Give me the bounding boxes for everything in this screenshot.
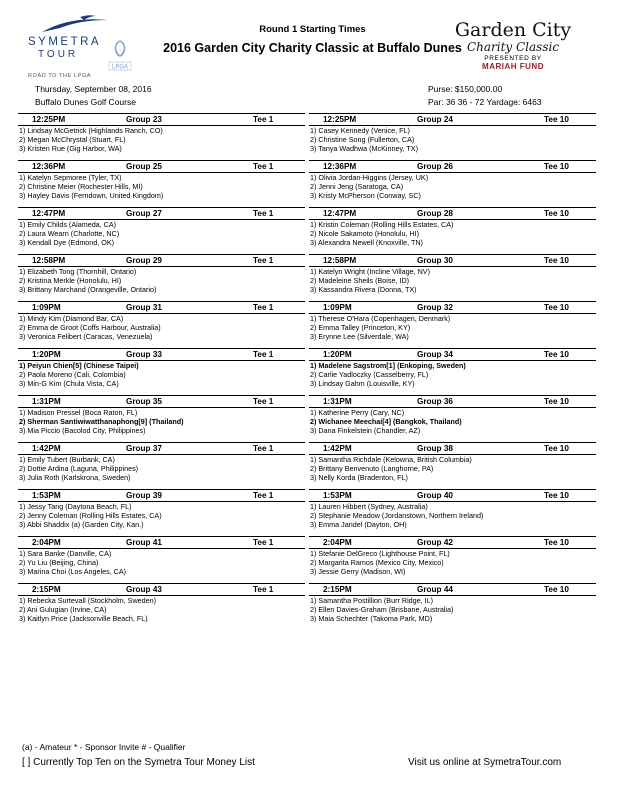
document-subtitle: Round 1 Starting Times <box>259 24 366 35</box>
player-entry: 3) Maia Schechter (Takoma Park, MD) <box>310 614 433 623</box>
group-number: Group 23 <box>126 115 162 124</box>
player-entry: 1) Casey Kennedy (Venice, FL) <box>310 126 410 135</box>
gc-title: Garden City <box>454 19 572 41</box>
group-block <box>309 489 596 532</box>
group-block <box>18 160 305 203</box>
player-entry: 2) Carlie Yadloczky (Casselberry, FL) <box>310 370 429 379</box>
player-entry: 3) Tanya Wadhwa (McKinney, TX) <box>310 144 418 153</box>
group-block <box>309 113 596 156</box>
player-entry: 3) Lindsay Gahm (Louisville, KY) <box>310 379 415 388</box>
player-entry: 2) Christine Song (Fullerton, CA) <box>310 135 415 144</box>
tee-time: 2:15PM <box>32 585 61 594</box>
group-number: Group 42 <box>417 538 453 547</box>
tee-time: 12:36PM <box>323 162 357 171</box>
group-block <box>309 301 596 344</box>
player-entry: 1) Madison Pressel (Boca Raton, FL) <box>19 408 138 417</box>
starting-tee: Tee 10 <box>544 397 569 406</box>
group-block <box>309 207 596 250</box>
player-entry: 1) Katelyn Sepmoree (Tyler, TX) <box>19 173 122 182</box>
group-number: Group 43 <box>126 585 162 594</box>
tagline: ROAD TO THE LPGA <box>28 73 92 79</box>
player-entry: 2) Emma Talley (Princeton, KY) <box>310 323 411 332</box>
symetra-wordmark: SYMETRA <box>28 36 102 48</box>
tee-time: 12:47PM <box>32 209 66 218</box>
group-block <box>18 442 305 485</box>
group-header <box>18 301 305 314</box>
player-entry: 2) Sherman Santiwiwatthanaphong[9] (Thailand) <box>19 417 184 426</box>
group-header <box>18 348 305 361</box>
starting-tee: Tee 10 <box>544 491 569 500</box>
player-entry: 1) Katherine Perry (Cary, NC) <box>310 408 405 417</box>
player-entry: 2) Paola Moreno (Cali, Colombia) <box>19 370 126 379</box>
player-entry: 1) Stefanie DelGreco (Lighthouse Point, FL) <box>310 549 450 558</box>
player-entry: 1) Emily Tubert (Burbank, CA) <box>19 455 115 464</box>
group-block <box>309 442 596 485</box>
tee-time: 12:25PM <box>323 115 357 124</box>
player-entry: 3) Nelly Korda (Bradenton, FL) <box>310 473 408 482</box>
group-header <box>309 113 596 126</box>
group-block <box>18 348 305 391</box>
starting-tee: Tee 1 <box>253 397 274 406</box>
player-entry: 3) Alexandra Newell (Knoxville, TN) <box>310 238 423 247</box>
starting-tee: Tee 10 <box>544 209 569 218</box>
player-entry: 2) Christine Meier (Rochester Hills, MI) <box>19 182 143 191</box>
player-entry: 1) Sara Banke (Danville, CA) <box>19 549 112 558</box>
group-number: Group 27 <box>126 209 162 218</box>
player-entry: 2) Stephanie Meadow (Jordanstown, Northern Ireland) <box>310 511 484 520</box>
group-number: Group 33 <box>126 350 162 359</box>
tee-time: 12:36PM <box>32 162 66 171</box>
starting-tee: Tee 10 <box>544 115 569 124</box>
group-number: Group 29 <box>126 256 162 265</box>
group-number: Group 40 <box>417 491 453 500</box>
group-block <box>18 536 305 579</box>
starting-tee: Tee 10 <box>544 585 569 594</box>
player-entry: 2) Jenny Coleman (Rolling Hills Estates, CA) <box>19 511 162 520</box>
player-entry: 2) Jenni Jeng (Saratoga, CA) <box>310 182 404 191</box>
group-header <box>18 489 305 502</box>
player-entry: 3) Erynne Lee (Silverdale, WA) <box>310 332 409 341</box>
group-number: Group 34 <box>417 350 453 359</box>
player-entry: 1) Samantha Postillion (Burr Ridge, IL) <box>310 596 434 605</box>
group-block <box>309 583 596 626</box>
player-entry: 2) Kristina Merkle (Honolulu, HI) <box>19 276 122 285</box>
group-header <box>309 254 596 267</box>
group-block <box>309 395 596 438</box>
tee-time: 12:58PM <box>32 256 66 265</box>
tee-time: 2:04PM <box>323 538 352 547</box>
group-number: Group 37 <box>126 444 162 453</box>
group-header <box>309 442 596 455</box>
group-header <box>309 536 596 549</box>
player-entry: 3) Min-G Kim (Chula Vista, CA) <box>19 379 119 388</box>
starting-tee: Tee 1 <box>253 444 274 453</box>
player-entry: 1) Peiyun Chien[5] (Chinese Taipei) <box>19 361 139 370</box>
group-block <box>309 254 596 297</box>
player-entry: 1) Olivia Jordan-Higgins (Jersey, UK) <box>310 173 429 182</box>
group-block <box>18 254 305 297</box>
starting-tee: Tee 10 <box>544 350 569 359</box>
player-entry: 1) Samantha Richdale (Kelowna, British Columbia) <box>310 455 472 464</box>
document-title: 2016 Garden City Charity Classic at Buffalo Dunes <box>163 41 462 55</box>
player-entry: 2) Madeleine Sheils (Boise, ID) <box>310 276 410 285</box>
player-entry: 1) Madelene Sagstrom[1] (Enkoping, Sweden) <box>310 361 466 370</box>
group-number: Group 38 <box>417 444 453 453</box>
starting-tee: Tee 1 <box>253 303 274 312</box>
player-entry: 1) Katelyn Wright (Incline Village, NV) <box>310 267 430 276</box>
player-entry: 2) Margarita Ramos (Mexico City, Mexico) <box>310 558 444 567</box>
tour-wordmark: TOUR <box>38 49 79 60</box>
group-number: Group 35 <box>126 397 162 406</box>
group-number: Group 25 <box>126 162 162 171</box>
player-entry: 3) Julia Roth (Karlskrona, Sweden) <box>19 473 131 482</box>
starting-tee: Tee 1 <box>253 585 274 594</box>
player-entry: 2) Yu Liu (Beijing, China) <box>19 558 99 567</box>
player-entry: 3) Kristy McPherson (Conway, SC) <box>310 191 421 200</box>
tee-time: 1:20PM <box>323 350 352 359</box>
player-entry: 3) Kendall Dye (Edmond, OK) <box>19 238 115 247</box>
player-entry: 1) Kristin Coleman (Rolling Hills Estates, CA) <box>310 220 454 229</box>
player-entry: 1) Rebecka Surtevall (Stockholm, Sweden) <box>19 596 157 605</box>
gc-subtitle: Charity Classic <box>466 40 560 54</box>
group-header <box>309 348 596 361</box>
tee-time: 12:58PM <box>323 256 357 265</box>
legend: (a) - Amateur * - Sponsor Invite # - Qualifier <box>22 742 186 752</box>
group-header <box>309 583 596 596</box>
money-list-note: [ ] Currently Top Ten on the Symetra Tour Money List <box>22 757 255 768</box>
garden-city-logo <box>448 20 578 92</box>
player-entry: 1) Lauren Hibbert (Sydney, Australia) <box>310 502 428 511</box>
player-entry: 3) Hayley Davis (Ferndown, United Kingdom) <box>19 191 164 200</box>
group-number: Group 44 <box>417 585 453 594</box>
tee-time: 12:47PM <box>323 209 357 218</box>
player-entry: 2) Laura Wearn (Charlotte, NC) <box>19 229 120 238</box>
player-entry: 3) Emma Jandel (Dayton, OH) <box>310 520 407 529</box>
player-entry: 1) Therese O'Hara (Copenhagen, Denmark) <box>310 314 451 323</box>
player-entry: 1) Jessy Tang (Daytona Beach, FL) <box>19 502 132 511</box>
player-entry: 2) Emma de Groot (Coffs Harbour, Australia) <box>19 323 161 332</box>
group-block <box>18 395 305 438</box>
website-link[interactable]: Visit us online at SymetraTour.com <box>408 757 562 768</box>
group-header <box>18 254 305 267</box>
player-entry: 2) Ani Gulugian (Irvine, CA) <box>19 605 107 614</box>
player-entry: 3) Kaitlyn Price (Jacksonville Beach, FL) <box>19 614 148 623</box>
group-number: Group 24 <box>417 115 453 124</box>
tee-time: 2:04PM <box>32 538 61 547</box>
starting-tee: Tee 1 <box>253 491 274 500</box>
group-block <box>18 583 305 626</box>
player-entry: 3) Dana Finkelstein (Chandler, AZ) <box>310 426 421 435</box>
tee-time: 1:53PM <box>323 491 352 500</box>
group-header <box>309 207 596 220</box>
group-header <box>18 442 305 455</box>
starting-tee: Tee 1 <box>253 162 274 171</box>
starting-tee: Tee 1 <box>253 209 274 218</box>
player-entry: 3) Jessie Gerry (Madison, WI) <box>310 567 406 576</box>
course-name: Buffalo Dunes Golf Course <box>35 97 136 107</box>
group-number: Group 36 <box>417 397 453 406</box>
player-entry: 3) Mia Piccio (Bacolod City, Philippines) <box>19 426 146 435</box>
group-number: Group 41 <box>126 538 162 547</box>
starting-tee: Tee 10 <box>544 538 569 547</box>
group-number: Group 31 <box>126 303 162 312</box>
group-block <box>18 489 305 532</box>
tee-time: 12:25PM <box>32 115 66 124</box>
tee-time: 1:31PM <box>323 397 352 406</box>
starting-tee: Tee 1 <box>253 538 274 547</box>
player-entry: 3) Marina Choi (Los Angeles, CA) <box>19 567 127 576</box>
lpga-label: LPGA <box>111 64 129 71</box>
group-header <box>18 395 305 408</box>
starting-tee: Tee 10 <box>544 256 569 265</box>
player-entry: 1) Emily Childs (Alameda, CA) <box>19 220 117 229</box>
group-block <box>18 301 305 344</box>
player-entry: 3) Brittany Marchand (Orangeville, Ontario) <box>19 285 157 294</box>
player-entry: 2) Nicole Sakamoto (Honolulu, HI) <box>310 229 420 238</box>
group-header <box>18 113 305 126</box>
group-header <box>309 160 596 173</box>
group-number: Group 39 <box>126 491 162 500</box>
group-header <box>309 395 596 408</box>
player-entry: 2) Dottie Ardina (Laguna, Philippines) <box>19 464 139 473</box>
tee-time: 1:42PM <box>323 444 352 453</box>
player-entry: 2) Brittany Benvenuto (Langhorne, PA) <box>310 464 434 473</box>
tee-time: 1:09PM <box>32 303 61 312</box>
player-entry: 1) Elizabeth Tong (Thornhill, Ontario) <box>19 267 137 276</box>
group-header <box>309 489 596 502</box>
player-entry: 2) Megan McChrystal (Stuart, FL) <box>19 135 126 144</box>
tee-time: 1:20PM <box>32 350 61 359</box>
tee-time: 1:53PM <box>32 491 61 500</box>
purse: Purse: $150,000.00 <box>428 84 503 94</box>
group-block <box>309 536 596 579</box>
group-number: Group 26 <box>417 162 453 171</box>
starting-tee: Tee 10 <box>544 162 569 171</box>
group-header <box>309 301 596 314</box>
starting-tee: Tee 10 <box>544 444 569 453</box>
tee-time: 2:15PM <box>323 585 352 594</box>
group-block <box>309 160 596 203</box>
par-yardage: Par: 36 36 - 72 Yardage: 6463 <box>428 97 542 107</box>
group-number: Group 30 <box>417 256 453 265</box>
event-date: Thursday, September 08, 2016 <box>35 84 152 94</box>
player-entry: 3) Kassandra Rivera (Donna, TX) <box>310 285 417 294</box>
starting-tee: Tee 10 <box>544 303 569 312</box>
group-block <box>18 207 305 250</box>
player-entry: 1) Mindy Kim (Diamond Bar, CA) <box>19 314 124 323</box>
player-entry: 3) Kristen Rue (Gig Harbor, WA) <box>19 144 122 153</box>
tee-time: 1:31PM <box>32 397 61 406</box>
group-header <box>18 207 305 220</box>
gc-presented-by: PRESENTED BY <box>484 55 542 62</box>
starting-tee: Tee 1 <box>253 115 274 124</box>
player-entry: 1) Lindsay McGetrick (Highlands Ranch, CO) <box>19 126 163 135</box>
starting-tee: Tee 1 <box>253 350 274 359</box>
group-block <box>18 113 305 156</box>
player-entry: 2) Ellen Davies-Graham (Brisbane, Australia) <box>310 605 454 614</box>
player-entry: 2) Wichanee Meechai[4] (Bangkok, Thailand) <box>310 417 462 426</box>
group-number: Group 28 <box>417 209 453 218</box>
group-number: Group 32 <box>417 303 453 312</box>
player-entry: 3) Veronica Felibert (Caracas, Venezuela) <box>19 332 153 341</box>
gc-sponsor: MARIAH FUND <box>482 62 544 71</box>
tee-time: 1:42PM <box>32 444 61 453</box>
group-header <box>18 160 305 173</box>
group-header <box>18 583 305 596</box>
player-entry: 3) Abbi Shaddix (a) (Garden City, Kan.) <box>19 520 144 529</box>
starting-tee: Tee 1 <box>253 256 274 265</box>
group-header <box>18 536 305 549</box>
tee-time: 1:09PM <box>323 303 352 312</box>
group-block <box>309 348 596 391</box>
